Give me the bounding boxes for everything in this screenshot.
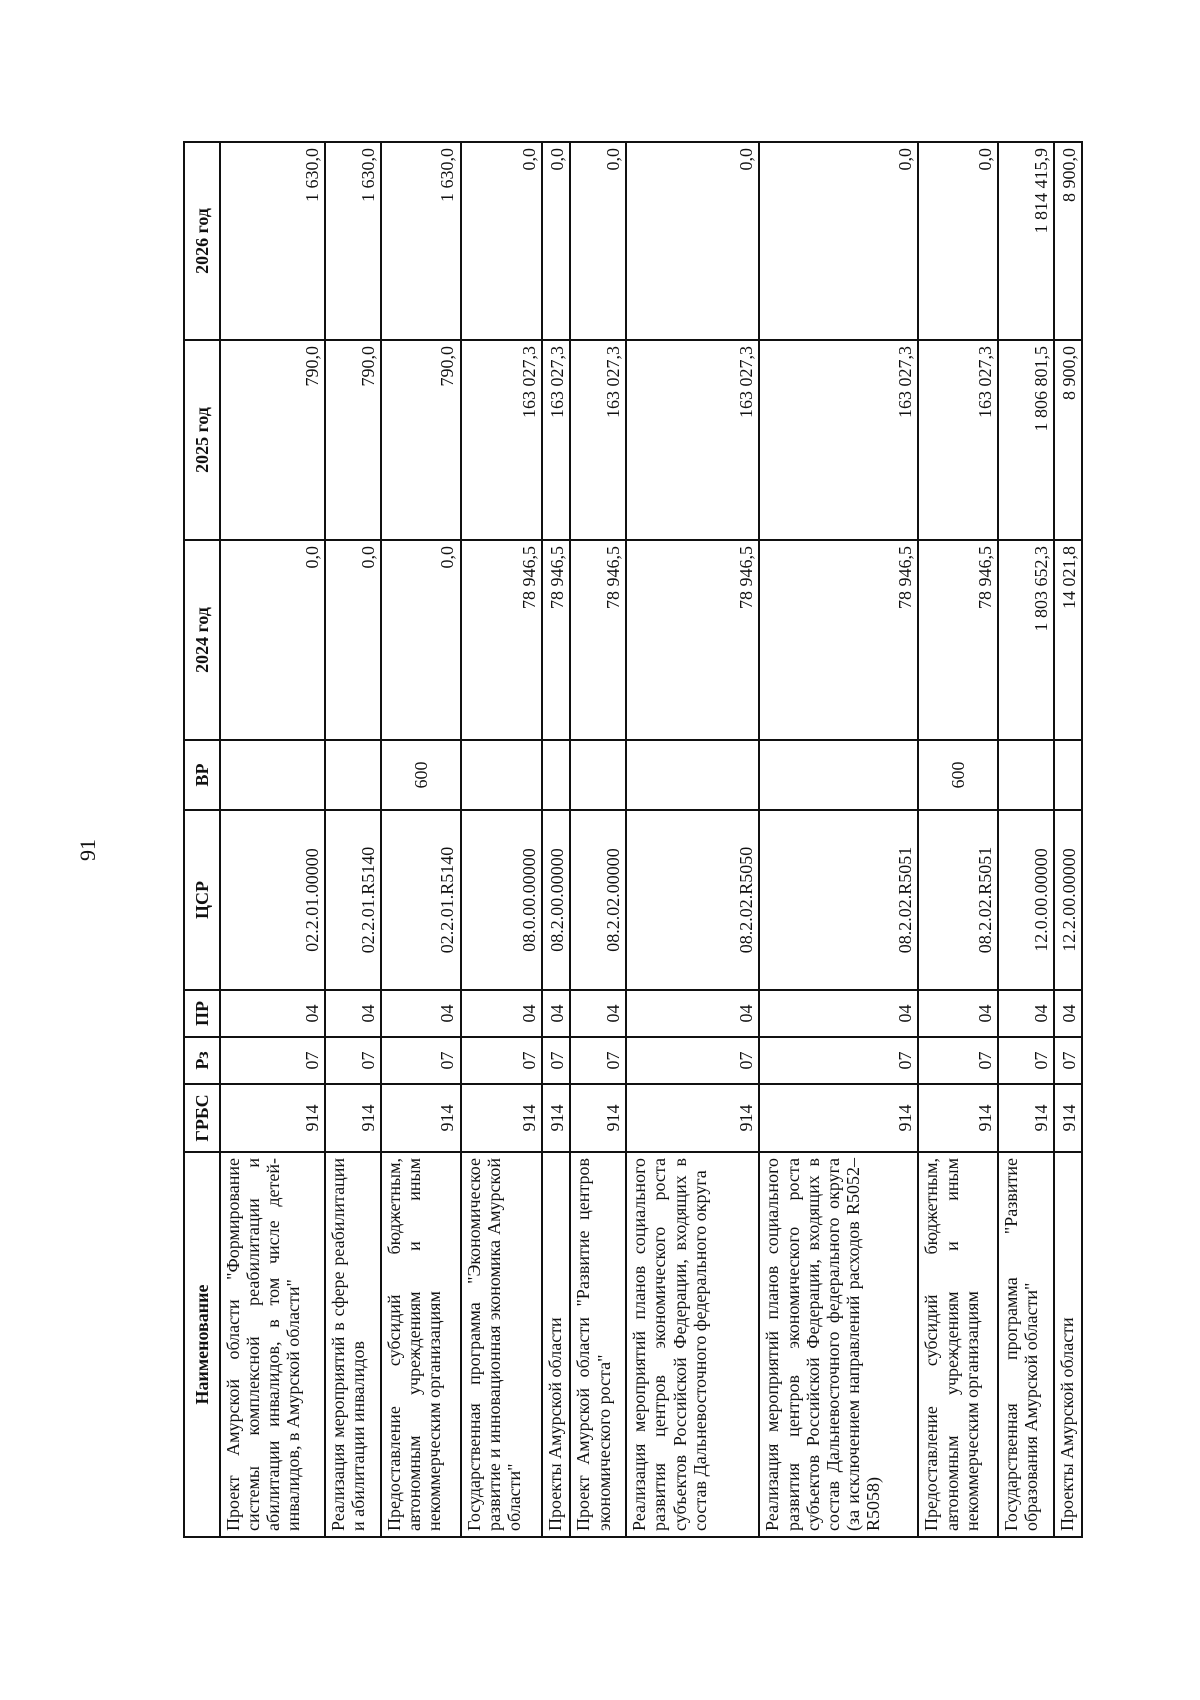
budget-table-region xyxy=(183,143,1083,1538)
row-csr: 08.2.02.R5051 xyxy=(759,810,918,990)
row-pr: 04 xyxy=(570,990,626,1037)
row-2024: 78 946,5 xyxy=(626,540,759,740)
row-grbs: 914 xyxy=(542,1084,570,1152)
row-vr xyxy=(220,740,325,810)
header-name: Наименование xyxy=(184,1152,220,1537)
row-2025: 163 027,3 xyxy=(542,340,570,540)
row-2026: 0,0 xyxy=(461,142,543,340)
row-name: Предоставление субсидий бюджетным, автономным учреждениям и иным некоммерческим организациям xyxy=(381,1152,461,1537)
header-csr: ЦСР xyxy=(184,810,220,990)
row-2026: 1 630,0 xyxy=(325,142,381,340)
row-csr: 02.2.01.R5140 xyxy=(325,810,381,990)
header-2026: 2026 год xyxy=(184,142,220,340)
row-name: Предоставление субсидий бюджетным, автономным учреждениям и иным некоммерческим организациям xyxy=(918,1152,998,1537)
header-vr: ВР xyxy=(184,740,220,810)
row-grbs: 914 xyxy=(381,1084,461,1152)
header-rz: Рз xyxy=(184,1037,220,1084)
row-vr xyxy=(570,740,626,810)
row-name: Государственная программа "Экономическое развитие и инновационная экономика Амурской области" xyxy=(461,1152,543,1537)
row-rz: 07 xyxy=(626,1037,759,1084)
row-2024: 1 803 652,3 xyxy=(998,540,1054,740)
row-rz: 07 xyxy=(220,1037,325,1084)
row-name: Проекты Амурской области xyxy=(1054,1152,1082,1537)
row-vr xyxy=(626,740,759,810)
row-2025: 163 027,3 xyxy=(759,340,918,540)
row-grbs: 914 xyxy=(626,1084,759,1152)
row-2024: 14 021,8 xyxy=(1054,540,1082,740)
row-2024: 0,0 xyxy=(220,540,325,740)
row-2026: 0,0 xyxy=(918,142,998,340)
row-pr: 04 xyxy=(918,990,998,1037)
row-vr xyxy=(998,740,1054,810)
row-rz: 07 xyxy=(918,1037,998,1084)
table-row xyxy=(381,142,461,1537)
row-vr xyxy=(461,740,543,810)
row-grbs: 914 xyxy=(220,1084,325,1152)
row-2025: 163 027,3 xyxy=(461,340,543,540)
row-2025: 8 900,0 xyxy=(1054,340,1082,540)
row-vr xyxy=(1054,740,1082,810)
table-header-row xyxy=(184,142,220,1537)
row-csr: 08.2.00.00000 xyxy=(542,810,570,990)
row-grbs: 914 xyxy=(325,1084,381,1152)
row-name: Государственная программа "Развитие образования Амурской области" xyxy=(998,1152,1054,1537)
row-2025: 163 027,3 xyxy=(918,340,998,540)
row-2024: 78 946,5 xyxy=(461,540,543,740)
table-row xyxy=(759,142,918,1537)
row-2025: 790,0 xyxy=(381,340,461,540)
row-pr: 04 xyxy=(542,990,570,1037)
row-2024: 78 946,5 xyxy=(570,540,626,740)
row-pr: 04 xyxy=(1054,990,1082,1037)
table-row xyxy=(220,142,325,1537)
table-row xyxy=(1054,142,1082,1537)
row-csr: 08.2.02.00000 xyxy=(570,810,626,990)
row-csr: 02.2.01.00000 xyxy=(220,810,325,990)
rotated-table-container xyxy=(183,143,1083,1538)
header-grbs: ГРБС xyxy=(184,1084,220,1152)
row-name: Реализация мероприятий планов социального развития центров экономического роста субъектов Российской Федерации, входящих в состав Дальневосточного федерального округа (за исключением направлений расходов R5052–R5058) xyxy=(759,1152,918,1537)
row-csr: 12.2.00.00000 xyxy=(1054,810,1082,990)
row-csr: 08.0.00.00000 xyxy=(461,810,543,990)
row-rz: 07 xyxy=(381,1037,461,1084)
row-grbs: 914 xyxy=(918,1084,998,1152)
row-2025: 163 027,3 xyxy=(626,340,759,540)
row-2025: 790,0 xyxy=(325,340,381,540)
row-rz: 07 xyxy=(542,1037,570,1084)
row-grbs: 914 xyxy=(570,1084,626,1152)
row-2026: 0,0 xyxy=(542,142,570,340)
row-2026: 1 630,0 xyxy=(381,142,461,340)
row-pr: 04 xyxy=(626,990,759,1037)
row-pr: 04 xyxy=(998,990,1054,1037)
row-rz: 07 xyxy=(570,1037,626,1084)
row-2026: 1 814 415,9 xyxy=(998,142,1054,340)
row-name: Проект Амурской области "Формирование системы комплексной реабилитации и абилитации инвалидов, в том числе детей-инвалидов, в Амурской области" xyxy=(220,1152,325,1537)
row-csr: 08.2.02.R5050 xyxy=(626,810,759,990)
row-2026: 1 630,0 xyxy=(220,142,325,340)
header-2024: 2024 год xyxy=(184,540,220,740)
row-pr: 04 xyxy=(325,990,381,1037)
row-vr xyxy=(759,740,918,810)
table-row xyxy=(918,142,998,1537)
row-grbs: 914 xyxy=(998,1084,1054,1152)
row-2025: 163 027,3 xyxy=(570,340,626,540)
row-vr xyxy=(542,740,570,810)
budget-table xyxy=(183,141,1083,1538)
row-2024: 78 946,5 xyxy=(918,540,998,740)
row-pr: 04 xyxy=(759,990,918,1037)
row-2024: 0,0 xyxy=(325,540,381,740)
header-2025: 2025 год xyxy=(184,340,220,540)
table-row xyxy=(570,142,626,1537)
row-csr: 12.0.00.00000 xyxy=(998,810,1054,990)
row-name: Реализация мероприятий в сфере реабилитации и абилитации инвалидов xyxy=(325,1152,381,1537)
row-pr: 04 xyxy=(220,990,325,1037)
row-grbs: 914 xyxy=(461,1084,543,1152)
table-row xyxy=(461,142,543,1537)
row-2026: 0,0 xyxy=(570,142,626,340)
row-2026: 0,0 xyxy=(626,142,759,340)
row-2025: 790,0 xyxy=(220,340,325,540)
row-csr: 08.2.02.R5051 xyxy=(918,810,998,990)
row-vr: 600 xyxy=(381,740,461,810)
row-name: Проекты Амурской области xyxy=(542,1152,570,1537)
row-2026: 0,0 xyxy=(759,142,918,340)
row-2025: 1 806 801,5 xyxy=(998,340,1054,540)
row-rz: 07 xyxy=(325,1037,381,1084)
row-2024: 0,0 xyxy=(381,540,461,740)
header-pr: ПР xyxy=(184,990,220,1037)
row-vr: 600 xyxy=(918,740,998,810)
row-2024: 78 946,5 xyxy=(759,540,918,740)
row-name: Реализация мероприятий планов социального развития центров экономического роста субъектов Российской Федерации, входящих в состав Дальневосточного федерального округа xyxy=(626,1152,759,1537)
row-rz: 07 xyxy=(1054,1037,1082,1084)
row-rz: 07 xyxy=(461,1037,543,1084)
row-grbs: 914 xyxy=(1054,1084,1082,1152)
row-vr xyxy=(325,740,381,810)
row-csr: 02.2.01.R5140 xyxy=(381,810,461,990)
row-pr: 04 xyxy=(381,990,461,1037)
row-2026: 8 900,0 xyxy=(1054,142,1082,340)
row-rz: 07 xyxy=(759,1037,918,1084)
row-name: Проект Амурской области "Развитие центров экономического роста" xyxy=(570,1152,626,1537)
row-pr: 04 xyxy=(461,990,543,1037)
table-row xyxy=(542,142,570,1537)
row-2024: 78 946,5 xyxy=(542,540,570,740)
table-row xyxy=(626,142,759,1537)
page-number: 91 xyxy=(75,839,100,861)
table-row xyxy=(998,142,1054,1537)
row-grbs: 914 xyxy=(759,1084,918,1152)
row-rz: 07 xyxy=(998,1037,1054,1084)
table-row xyxy=(325,142,381,1537)
